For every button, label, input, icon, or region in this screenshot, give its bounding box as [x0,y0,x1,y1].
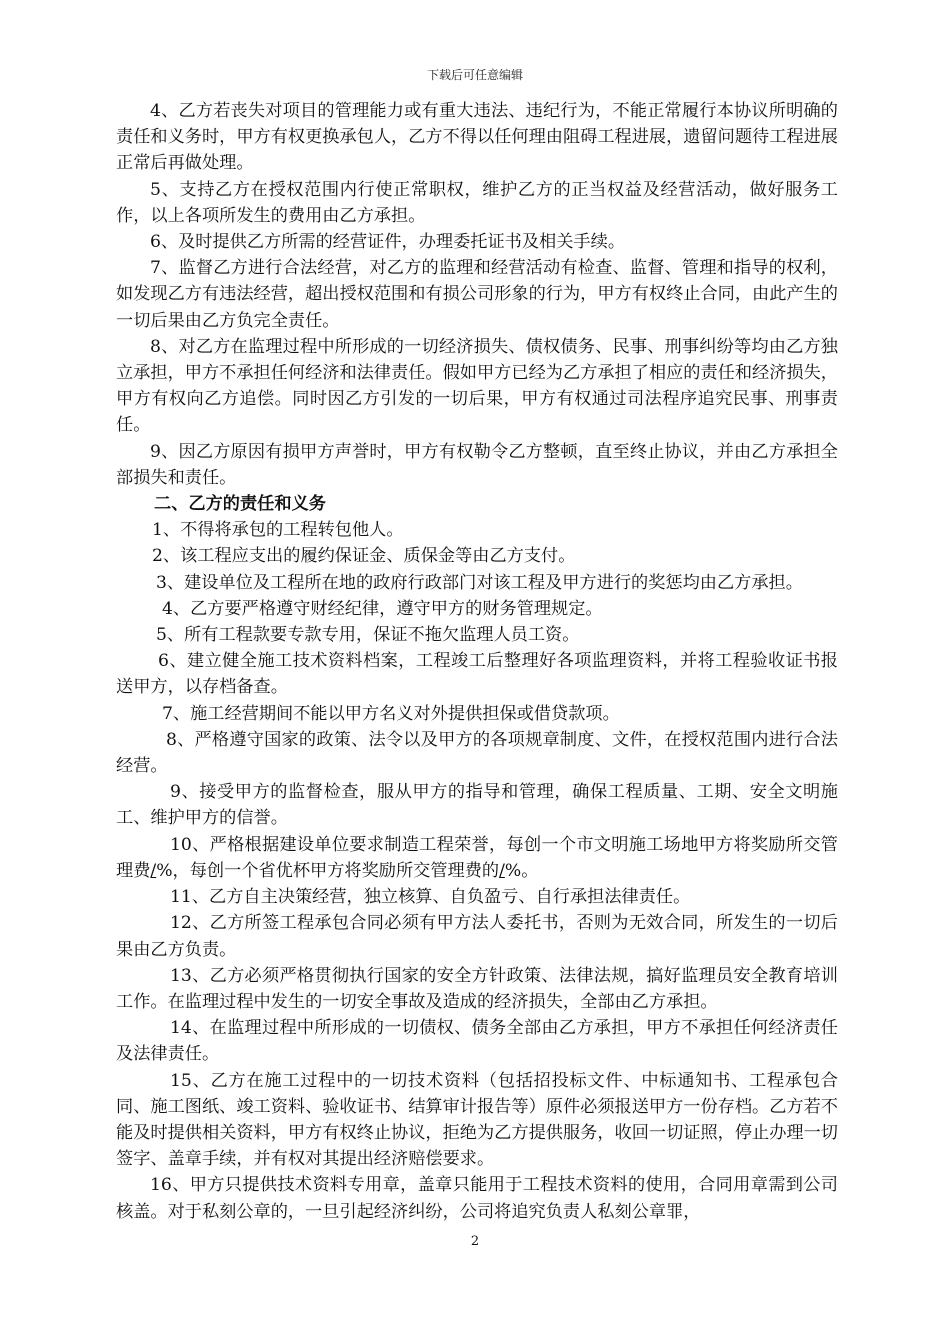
section-heading: 二、乙方的责任和义务 [154,494,326,515]
paragraph: 2、该工程应支出的履约保证金、质保金等由乙方支付。 [152,546,576,567]
document-body [116,98,838,1225]
paragraph: 5、所有工程款要专款专用，保证不拖欠监理人员工资。 [156,625,580,646]
paragraph-text: %，每创一个省优杯甲方将奖励所交管理费的 [156,860,500,881]
paragraph: 14、在监理过程中所形成的一切债权、债务全部由乙方承担，甲方不承担任何经济责任及法律责任。 [116,1018,838,1065]
paragraph: 12、乙方所签工程承包合同必须有甲方法人委托书，否则为无效合同，所发生的一切后果由乙方负责。 [116,913,838,960]
paragraph: 6、及时提供乙方所需的经营证件，办理委托证书及相关手续。 [150,232,626,253]
blank-value: / [150,860,157,881]
paragraph-text: 10、严格根据建设单位要求制造工程荣誉，每创一个市文明施工场地甲方将奖励所交管理费 [116,834,838,881]
paragraph: 16、甲方只提供技术资料专用章，盖章只能用于工程技术资料的使用，合同用章需到公司核盖。对于私刻公章的，一旦引起经济纠纷，公司将追究负责人私刻公章罪， [116,1175,838,1222]
blank-value: / [499,860,505,881]
paragraph-text: %。 [504,860,539,881]
paragraph: 9、接受甲方的监督检查，服从甲方的指导和管理，确保工程质量、工期、安全文明施工、维护甲方的信誉。 [116,782,838,829]
paragraph: 13、乙方必须严格贯彻执行国家的安全方针政策、法律法规，搞好监理员安全教育培训工作。在监理过程中发生的一切安全事故及造成的经济损失，全部由乙方承担。 [116,965,838,1012]
paragraph: 5、支持乙方在授权范围内行使正常职权，维护乙方的正当权益及经营活动，做好服务工作，以上各项所发生的费用由乙方承担。 [116,179,838,226]
paragraph: 8、对乙方在监理过程中所形成的一切经济损失、债权债务、民事、刑事纠纷等均由乙方独立承担，甲方不承担任何经济和法律责任。假如甲方已经为乙方承担了相应的责任和经济损失，甲方有权向乙方追偿。同时因乙方引发的一切后果，甲方有权通过司法程序追究民事、刑事责任。 [116,336,838,436]
paragraph: 4、乙方若丧失对项目的管理能力或有重大违法、违纪行为，不能正常履行本协议所明确的责任和义务时，甲方有权更换承包人，乙方不得以任何理由阻碍工程进展，遗留问题待工程进展正常后再做处理。 [116,101,838,174]
page-number: 2 [470,1234,480,1249]
paragraph: 7、施工经营期间不能以甲方名义对外提供担保或借贷款项。 [162,703,620,724]
paragraph: 1、不得将承包的工程转包他人。 [152,520,404,541]
paragraph: 6、建立健全施工技术资料档案，工程竣工后整理好各项监理资料，并将工程验收证书报送甲方，以存档备查。 [116,651,838,698]
paragraph [116,832,838,884]
paragraph: 3、建设单位及工程所在地的政府行政部门对该工程及甲方进行的奖惩均由乙方承担。 [156,572,803,593]
paragraph: 7、监督乙方进行合法经营，对乙方的监理和经营活动有检查、监督、管理和指导的权利，如发现乙方有违法经营，超出授权范围和有损公司形象的行为，甲方有权终止合同，由此产生的一切后果由乙方负完全责任。 [116,258,838,331]
paragraph: 9、因乙方原因有损甲方声誉时，甲方有权勒令乙方整顿，直至终止协议，并由乙方承担全部损失和责任。 [116,441,838,488]
paragraph: 11、乙方自主决策经营，独立核算、自负盈亏、自行承担法律责任。 [170,887,691,908]
paragraph: 15、乙方在施工过程中的一切技术资料（包括招投标文件、中标通知书、工程承包合同、施工图纸、竣工资料、验收证书、结算审计报告等）原件必须报送甲方一份存档。乙方若不能及时提供相关资料，甲方有权终止协议，拒绝为乙方提供服务，收回一切证照，停止办理一切签字、盖章手续，并有权对其提出经济赔偿要求。 [116,1070,838,1170]
paragraph: 4、乙方要严格遵守财经纪律，遵守甲方的财务管理规定。 [162,598,603,619]
paragraph: 8、严格遵守国家的政策、法令以及甲方的各项规章制度、文件，在授权范围内进行合法经营。 [116,729,838,777]
page-header: 下载后可任意编辑 [426,68,523,82]
